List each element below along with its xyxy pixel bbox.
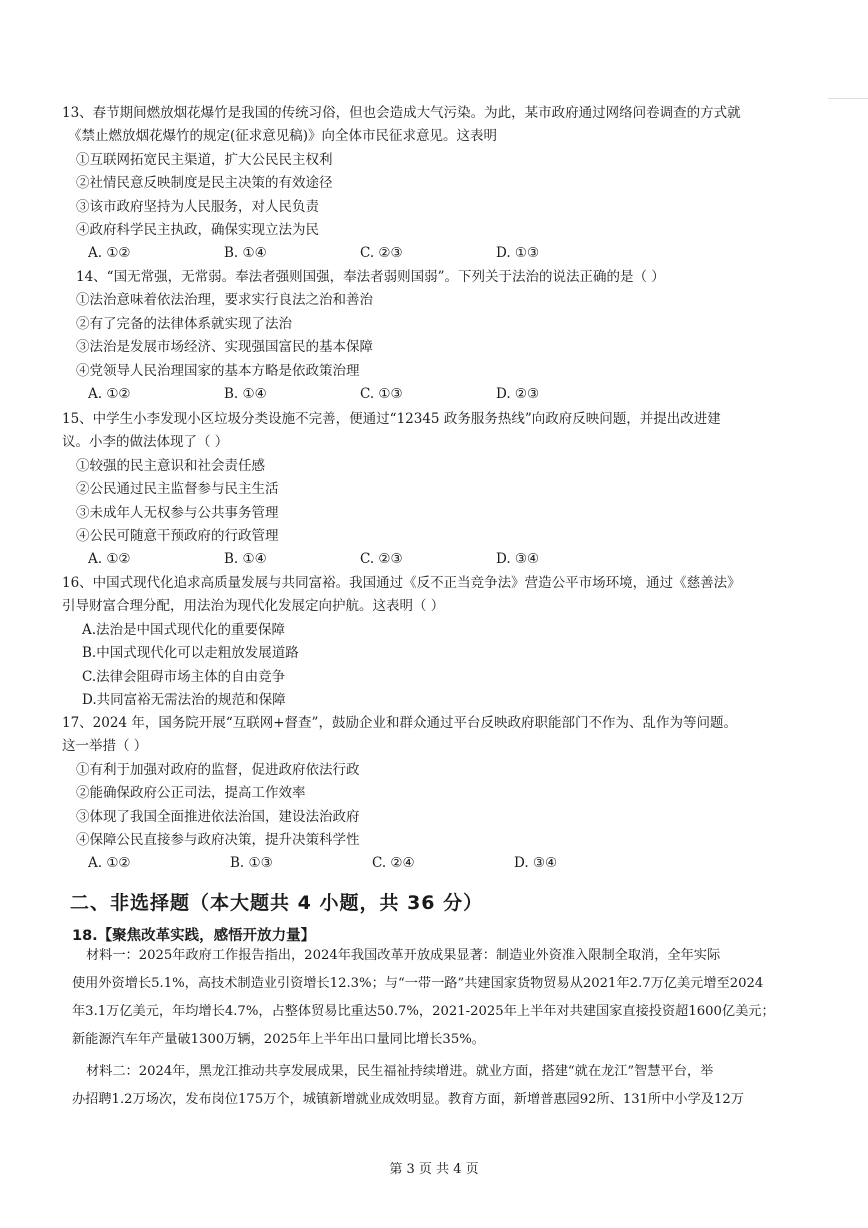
question-14 bbox=[62, 266, 802, 406]
q13-stem-line-2: 《禁止燃放烟花爆竹的规定(征求意见稿)》向全体市民征求意见。这表明 bbox=[68, 128, 498, 145]
q18-m1-line-4: 新能源汽车年产量破1300万辆，2025年上半年出口量同比增长35%。 bbox=[72, 1032, 485, 1047]
q18-m2-line-2: 办招聘1.2万场次，发布岗位175万个，城镇新增就业成效明显。教育方面，新增普惠园92所、131所中小学及12万 bbox=[72, 1092, 744, 1107]
q15-choice-c: C. ②③ bbox=[360, 551, 403, 568]
q15-option-2: ②公民通过民主监督参与民主生活 bbox=[76, 481, 279, 498]
q14-choice-b: B. ①④ bbox=[224, 386, 267, 403]
page-footer: 第 3 页 共 4 页 bbox=[389, 1162, 479, 1177]
q13-choice-c: C. ②③ bbox=[360, 245, 403, 262]
q15-choice-a: A. ①② bbox=[88, 551, 131, 568]
q14-choice-c: C. ①③ bbox=[360, 386, 403, 403]
q16-stem-line-2: 引导财富合理分配，用法治为现代化发展定向护航。这表明（ ） bbox=[62, 598, 445, 615]
q18-m2-line-1: 材料二：2024年，黑龙江推动共享发展成果，民生福祉持续增进。就业方面，搭建“就在龙江”智慧平台，举 bbox=[86, 1064, 714, 1079]
q15-option-1: ①较强的民主意识和社会责任感 bbox=[76, 457, 265, 474]
q18-m1-line-3: 年3.1万亿美元，年均增长4.7%，占整体贸易比重达50.7%，2021-2025年上半年对共建国家直接投资超1600亿美元； bbox=[72, 1004, 775, 1019]
q15-option-3: ③未成年人无权参与公共事务管理 bbox=[76, 504, 279, 521]
q17-stem-line-2: 这一举措（ ） bbox=[62, 738, 148, 755]
q14-choice-d: D. ②③ bbox=[496, 386, 540, 403]
question-13 bbox=[62, 102, 802, 266]
q16-option-b: B.中国式现代化可以走粗放发展道路 bbox=[82, 645, 299, 662]
q14-option-4: ④党领导人民治理国家的基本方略是依政策治理 bbox=[76, 362, 360, 379]
q13-stem-line-1: 13、春节期间燃放烟花爆竹是我国的传统习俗，但也会造成大气污染。为此，某市政府通过网络问卷调查的方式就 bbox=[62, 105, 741, 121]
q13-choice-d: D. ①③ bbox=[496, 245, 540, 262]
q14-choice-a: A. ①② bbox=[88, 386, 131, 403]
q14-option-2: ②有了完备的法律体系就实现了法治 bbox=[76, 315, 292, 332]
q17-option-4: ④保障公民直接参与政府决策，提升决策科学性 bbox=[76, 832, 360, 849]
q15-choices bbox=[62, 548, 802, 571]
q13-choice-b: B. ①④ bbox=[224, 245, 267, 262]
q15-choice-b: B. ①④ bbox=[224, 551, 267, 568]
q17-choice-b: B. ①③ bbox=[230, 855, 273, 872]
question-16 bbox=[62, 572, 802, 712]
q18-m1-line-1: 材料一：2025年政府工作报告指出，2024年我国改革开放成果显著：制造业外资准入限制全取消，全年实际 bbox=[86, 948, 721, 963]
q18-heading: 18.【聚焦改革实践，感悟开放力量】 bbox=[72, 928, 316, 944]
q15-choice-d: D. ③④ bbox=[496, 551, 540, 568]
q14-option-1: ①法治意味着依法治理，要求实行良法之治和善治 bbox=[76, 292, 373, 309]
q16-option-a: A.法治是中国式现代化的重要保障 bbox=[82, 621, 286, 638]
q18-material-2 bbox=[72, 1058, 792, 1114]
q17-stem-line-1: 17、2024 年，国务院开展“互联网+督查”，鼓励企业和群众通过平台反映政府职能部门不作为、乱作为等问题。 bbox=[62, 715, 737, 731]
q13-option-4: ④政府科学民主执政，确保实现立法为民 bbox=[76, 222, 319, 239]
q13-option-1: ①互联网拓宽民主渠道，扩大公民民主权利 bbox=[76, 151, 333, 168]
q16-stem-line-1: 16、中国式现代化追求高质量发展与共同富裕。我国通过《反不正当竞争法》营造公平市场环境，通过《慈善法》 bbox=[62, 575, 741, 591]
q16-option-d: D.共同富裕无需法治的规范和保障 bbox=[82, 692, 286, 709]
q14-option-3: ③法治是发展市场经济、实现强国富民的基本保障 bbox=[76, 339, 373, 356]
question-15 bbox=[62, 408, 802, 572]
q17-choice-a: A. ①② bbox=[88, 855, 131, 872]
question-17 bbox=[62, 712, 802, 876]
q16-option-c: C.法律会阻碍市场主体的自由竞争 bbox=[82, 668, 286, 685]
q18-m1-line-2: 使用外资增长5.1%，高技术制造业引资增长12.3%；与“一带一路”共建国家货物贸易从2021年2.7万亿美元增至2024 bbox=[72, 976, 764, 991]
q17-choices bbox=[62, 852, 802, 875]
q17-option-1: ①有利于加强对政府的监督，促进政府依法行政 bbox=[76, 761, 360, 778]
q13-option-3: ③该市政府坚持为人民服务，对人民负责 bbox=[76, 198, 319, 215]
scan-edge-line bbox=[828, 98, 868, 99]
q14-choices bbox=[62, 383, 802, 406]
q15-stem-line-2: 议。小李的做法体现了（ ） bbox=[62, 434, 229, 451]
q18-material-1 bbox=[72, 942, 792, 1054]
q17-option-2: ②能确保政府公正司法，提高工作效率 bbox=[76, 785, 306, 802]
q13-choices bbox=[62, 242, 802, 265]
q15-stem-line-1: 15、中学生小李发现小区垃圾分类设施不完善，便通过“12345 政务服务热线”向政府反映问题，并提出改进建 bbox=[62, 411, 721, 427]
q17-choice-c: C. ②④ bbox=[372, 855, 415, 872]
q17-choice-d: D. ③④ bbox=[514, 855, 558, 872]
section-2-title: 二、非选择题（本大题共 4 小题，共 36 分） bbox=[70, 892, 484, 914]
q13-choice-a: A. ①② bbox=[88, 245, 131, 262]
q13-option-2: ②社情民意反映制度是民主决策的有效途径 bbox=[76, 175, 333, 192]
q15-option-4: ④公民可随意干预政府的行政管理 bbox=[76, 528, 279, 545]
q14-stem: 14、“国无常强，无常弱。奉法者强则国强，奉法者弱则国弱”。下列关于法治的说法正确的是（ ） bbox=[76, 269, 665, 285]
q17-option-3: ③体现了我国全面推进依法治国，建设法治政府 bbox=[76, 808, 360, 825]
